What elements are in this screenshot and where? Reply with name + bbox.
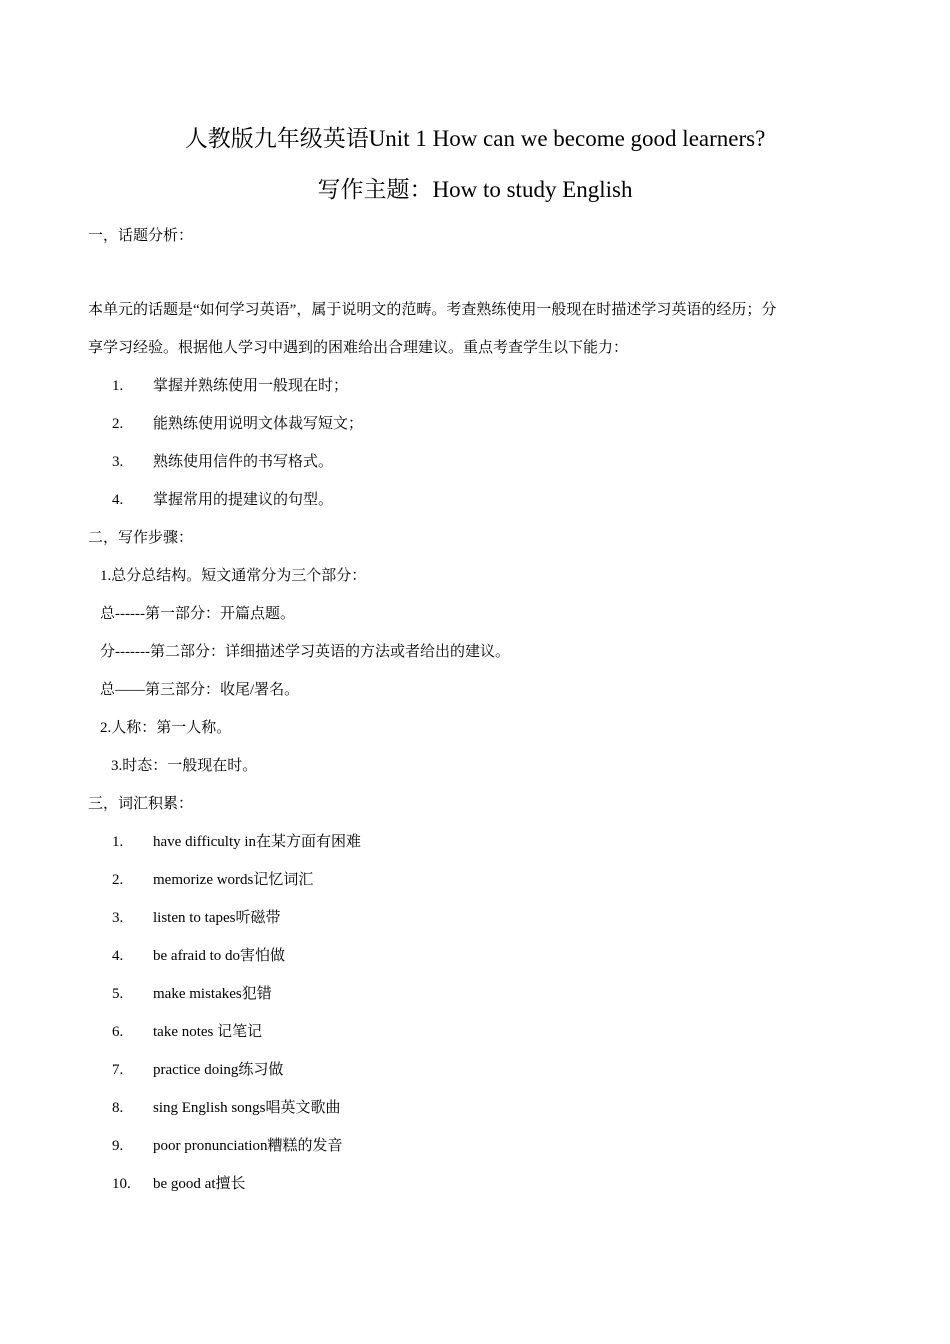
list-number: 9. (112, 1138, 124, 1154)
list-number: 1. (112, 378, 124, 394)
step-line: 2.人称：第一人称。 (100, 720, 232, 736)
step-line: 3.时态：一般现在时。 (111, 758, 258, 774)
section-heading-writing-steps: 二，写作步骤： (88, 530, 194, 546)
section-heading-topic-analysis: 一，话题分析： (88, 228, 194, 244)
list-item: listen to tapes听磁带 (153, 910, 281, 926)
paragraph-line: 本单元的话题是“如何学习英语”，属于说明文的范畴。考查熟练使用一般现在时描述学习英语的经历；分 (88, 302, 777, 318)
list-item: be good at擅长 (153, 1176, 246, 1192)
list-item: be afraid to do害怕做 (153, 948, 286, 964)
list-item: take notes 记笔记 (153, 1024, 263, 1040)
list-number: 4. (112, 948, 124, 964)
list-number: 3. (112, 910, 124, 926)
list-number: 4. (112, 492, 124, 508)
list-number: 8. (112, 1100, 124, 1116)
list-number: 7. (112, 1062, 124, 1078)
list-item: make mistakes犯错 (153, 986, 272, 1002)
list-item: 掌握并熟练使用一般现在时； (153, 378, 349, 394)
list-item: poor pronunciation糟糕的发音 (153, 1138, 343, 1154)
document-subtitle: 写作主题：How to study English (317, 177, 633, 202)
list-item: 熟练使用信件的书写格式。 (153, 454, 334, 470)
step-line: 1.总分总结构。短文通常分为三个部分： (100, 568, 367, 584)
list-number: 2. (112, 872, 124, 888)
list-number: 5. (112, 986, 124, 1002)
list-number: 6. (112, 1024, 124, 1040)
list-item: have difficulty in在某方面有困难 (153, 834, 362, 850)
list-number: 3. (112, 454, 124, 470)
paragraph-line: 享学习经验。根据他人学习中遇到的困难给出合理建议。重点考查学生以下能力： (88, 340, 629, 356)
document-title: 人教版九年级英语Unit 1 How can we become good learners? (184, 126, 766, 151)
list-item: sing English songs唱英文歌曲 (153, 1100, 341, 1116)
step-line: 分-------第二部分：详细描述学习英语的方法或者给出的建议。 (100, 644, 510, 660)
list-item: 掌握常用的提建议的句型。 (153, 492, 334, 508)
list-number: 2. (112, 416, 124, 432)
list-number: 10. (112, 1176, 131, 1192)
list-number: 1. (112, 834, 124, 850)
step-line: 总------第一部分：开篇点题。 (100, 606, 295, 622)
step-line: 总——第三部分：收尾/署名。 (100, 682, 300, 698)
list-item: 能熟练使用说明文体裁写短文； (153, 416, 364, 432)
list-item: memorize words记忆词汇 (153, 872, 314, 888)
list-item: practice doing练习做 (153, 1062, 284, 1078)
section-heading-vocabulary: 三，词汇积累： (88, 796, 194, 812)
